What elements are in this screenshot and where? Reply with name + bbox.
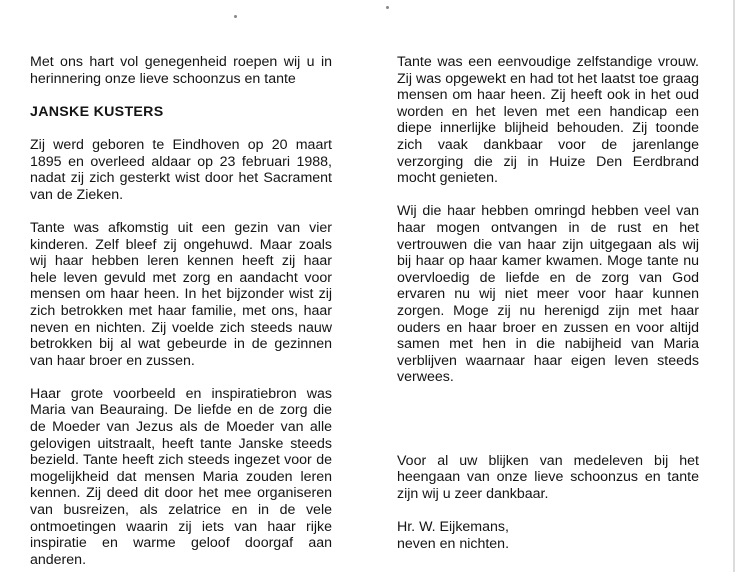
inspiration-paragraph: Haar grote voorbeeld en inspiratiebron was Maria van Beauraing. De liefde en de zorg die de Moeder van Jezus als de Moeder van alle gelovigen uitstraalt, heeft tante Janske steeds bezield. Tante heeft zich steeds ingezet voor de mogelijkheid dat mensen Maria zouden leren kennen. Zij deed dit door het mee organiseren van busreizen, als zelatrice en in de vele ontmoetingen waarin zij iets van haar rijke inspiratie en warme geloof doorgaf aan anderen. xyxy=(30,385,332,568)
deceased-name: JANSKE KUSTERS xyxy=(30,103,164,120)
signature-name: Hr. W. Eijkemans, xyxy=(397,519,509,536)
right-column xyxy=(397,54,699,552)
character-paragraph: Tante was een eenvoudige zelfstandige vrouw. Zij was opgewekt en had tot het laatst toe graag mensen om haar heen. Zij heeft ook in het oud worden en het leven met een handicap een diepe innerlijke blijheid behouden. Zij toonde zich vaak dankbaar voor de jarenlange verzorging die zij in Huize Den Eerdbrand mocht genieten. xyxy=(397,54,699,187)
memories-paragraph: Wij die haar hebben omringd hebben veel van haar mogen ontvangen in de rust en het vertrouwen die van haar zijn uitgegaan als wij bij haar op haar kamer kwamen. Moge tante nu overvloedig de liefde en de zorg van God ervaren nu wij niet meer voor haar kunnen zorgen. Moge zij nu herenigd zijn met haar ouders en haar broer en zussen en voor altijd samen met hen in die nabijheid van Maria verblijven waarnaar haar eigen leven steeds verwees. xyxy=(397,203,699,386)
left-column xyxy=(30,54,332,568)
intro-text: Met ons hart vol genegenheid roepen wij u in herinnering onze lieve schoonzus en tante xyxy=(30,54,332,87)
print-speck xyxy=(386,6,389,9)
thanks-paragraph: Voor al uw blijken van medeleven bij het heengaan van onze lieve schoonzus en tante zijn wij u zeer dankbaar. xyxy=(397,452,699,503)
print-speck xyxy=(234,15,237,18)
family-paragraph: Tante was afkomstig uit een gezin van vier kinderen. Zelf bleef zij ongehuwd. Maar zoals wij haar hebben leren kennen heeft zij haar hele leven gevuld met zorg en aandacht voor mensen om haar heen. In het bijzonder wist zij zich betrokken met haar familie, met ons, haar neven en nichten. Zij voelde zich steeds nauw betrokken bij al wat gebeurde in de gezinnen van haar broer en zussen. xyxy=(30,219,332,369)
birth-death-paragraph: Zij werd geboren te Eindhoven op 20 maart 1895 en overleed aldaar op 23 februari 1988, nadat zij zich gesterkt wist door het Sacrament van de Zieken. xyxy=(30,136,332,203)
signature-family: neven en nichten. xyxy=(397,535,510,552)
